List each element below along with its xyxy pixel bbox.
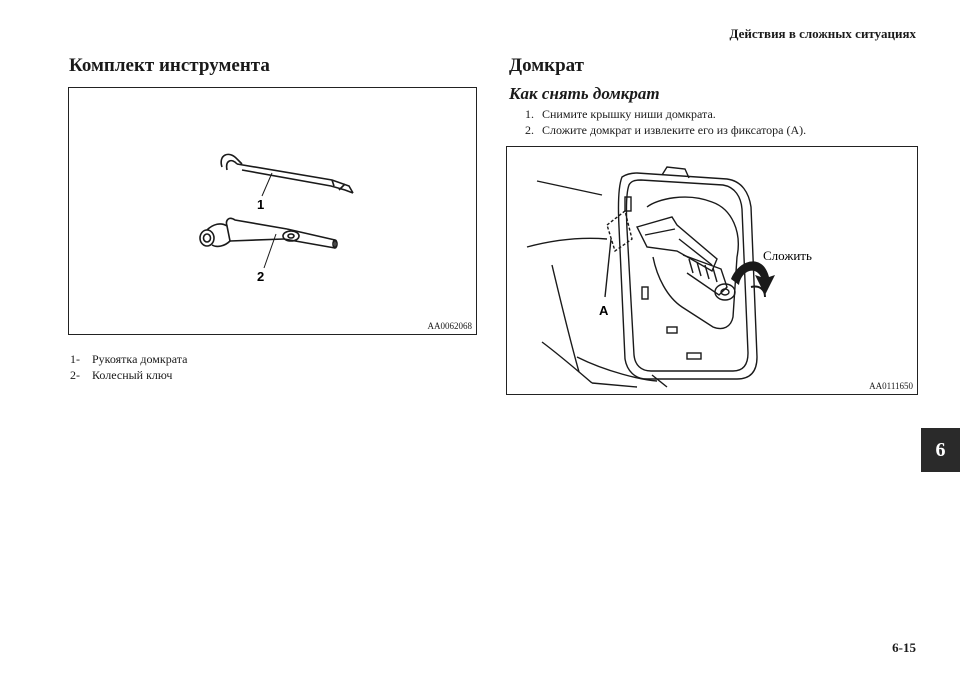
step-text: Сложите домкрат и извлеките его из фиксатора (A).	[542, 123, 807, 137]
figure-code: AA0111650	[869, 381, 913, 391]
callout-label-1: 1	[257, 197, 265, 212]
step-item	[525, 122, 806, 138]
fold-arrow-icon	[731, 261, 775, 295]
legend-item	[70, 351, 187, 367]
tool-kit-figure	[68, 87, 477, 335]
wheel-wrench-drawing	[200, 218, 337, 248]
legend-item	[70, 367, 187, 383]
fold-label: Сложить	[763, 248, 812, 263]
fixture-label-a: A	[599, 303, 609, 318]
legend-item-number: 1-	[70, 352, 80, 366]
section-title-tool-kit: Комплект инструмента	[69, 55, 270, 76]
step-number: 2.	[525, 123, 534, 137]
legend-item-text: Рукоятка домкрата	[92, 352, 188, 366]
legend-item-text: Колесный ключ	[92, 368, 173, 382]
callout-label-2: 2	[257, 269, 265, 284]
jack-removal-illustration	[507, 147, 917, 394]
tool-kit-illustration	[69, 88, 476, 334]
step-text: Снимите крышку ниши домкрата.	[542, 107, 716, 121]
section-title-jack: Домкрат	[509, 55, 585, 76]
jack-handle-drawing	[221, 154, 353, 193]
trunk-panel-drawing	[527, 167, 757, 387]
jack-removal-figure	[506, 146, 918, 395]
callout-leader-1	[262, 173, 272, 196]
tool-kit-legend	[70, 351, 187, 383]
running-header: Действия в сложных ситуациях	[729, 26, 916, 41]
page-number: 6-15	[892, 640, 916, 655]
step-number: 1.	[525, 107, 534, 121]
legend-item-number: 2-	[70, 368, 80, 382]
removal-steps	[525, 106, 806, 138]
chapter-tab: 6	[921, 428, 960, 472]
step-item	[525, 106, 806, 122]
figure-code: AA0062068	[427, 321, 472, 331]
subsection-title-remove-jack: Как снять домкрат	[509, 84, 660, 103]
